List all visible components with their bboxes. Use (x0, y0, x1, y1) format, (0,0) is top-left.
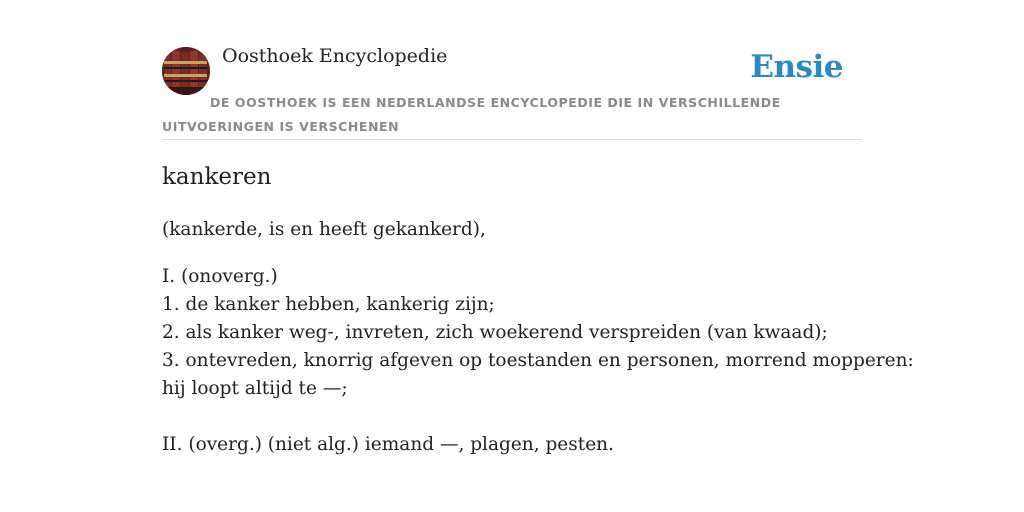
sense-2: 2. als kanker weg-, invreten, zich woekerend verspreiden (van kwaad); (162, 322, 828, 343)
encyclopedia-books-icon[interactable] (162, 47, 210, 95)
part-2-text: II. (overg.) (niet alg.) iemand —, plagen, pesten. (162, 434, 614, 455)
site-tagline: DE OOSTHOEK IS EEN NEDERLANDSE ENCYCLOPEDIE DIE IN VERSCHILLENDE UITVOERINGEN IS VERSCHENEN (162, 95, 781, 134)
site-title[interactable]: Oosthoek Encyclopedie (222, 45, 448, 67)
entry-headword: kankeren (162, 164, 272, 190)
ensie-logo-link[interactable]: Ensie (750, 49, 843, 85)
header-divider (162, 139, 862, 140)
sense-3-example: hij loopt altijd te —; (162, 378, 348, 399)
entry-part-intransitive (162, 263, 914, 403)
entry-card (162, 0, 914, 512)
sense-1: 1. de kanker hebben, kankerig zijn; (162, 294, 495, 315)
inflection-forms: (kankerde, is en heeft gekankerd), (162, 219, 486, 240)
entry-inflections (162, 216, 862, 244)
entry-part-transitive (162, 431, 862, 459)
part-label: I. (onoverg.) (162, 266, 278, 287)
sense-3: 3. ontevreden, knorrig afgeven op toestanden en personen, morrend mopperen: (162, 350, 914, 371)
